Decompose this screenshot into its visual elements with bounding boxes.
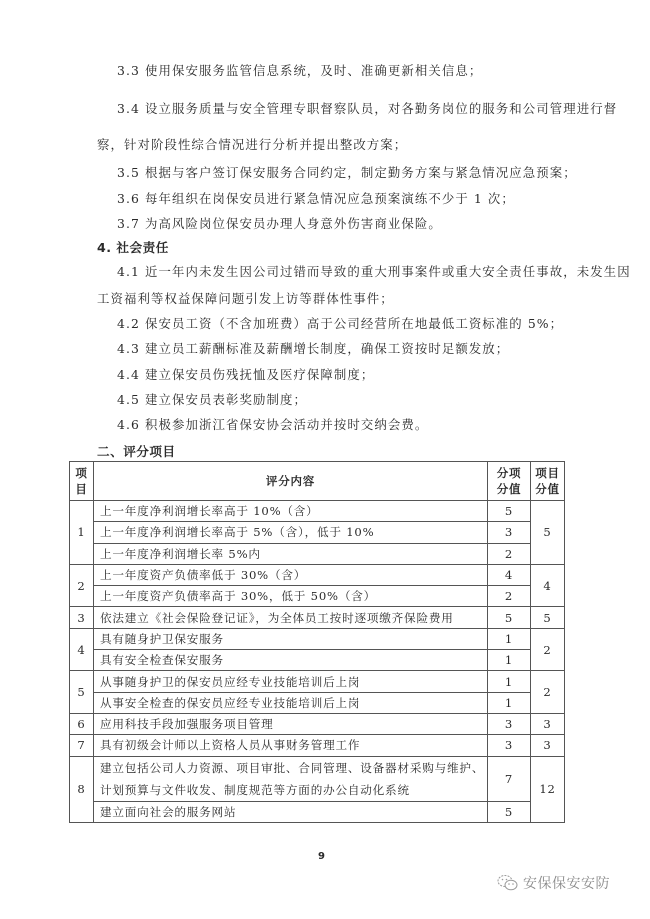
item-content: 上一年度净利润增长率高于 5%（含），低于 10%: [94, 522, 488, 543]
item-content: 上一年度资产负债率高于 30%，低于 50%（含）: [94, 586, 488, 607]
item-score: 3: [531, 713, 565, 734]
sub-score: 4: [488, 564, 531, 585]
table-row: [70, 607, 565, 628]
item-number: 2: [70, 564, 94, 607]
table-row: [70, 543, 565, 564]
paragraph-4-1-cont: 工资福利等权益保障问题引发上访等群体性事件；: [97, 291, 394, 306]
table-row: [70, 713, 565, 734]
paragraph-3-7: 3.7 为高风险岗位保安员办理人身意外伤害商业保险。: [117, 216, 442, 231]
table-row: [70, 650, 565, 671]
item-score: 4: [531, 564, 565, 607]
item-content: 具有安全检查保安服务: [94, 650, 488, 671]
item-score: 2: [531, 671, 565, 714]
item-content: 上一年度净利润增长率高于 10%（含）: [94, 501, 488, 522]
table-row: [70, 586, 565, 607]
item-number: 6: [70, 713, 94, 734]
sub-score: 3: [488, 713, 531, 734]
header-sub-score: 分项 分值: [488, 462, 531, 501]
item-number: 4: [70, 628, 94, 671]
item-content: 建立包括公司人力资源、项目审批、合同管理、设备器材采购与维护、计划预算与文件收发、制度规范等方面的办公自动化系统: [94, 756, 488, 801]
table-row: [70, 756, 565, 801]
section-heading-scoring-items: 二、评分项目: [97, 444, 176, 459]
watermark: [497, 873, 610, 893]
item-content: 从事随身护卫的保安员应经专业技能培训后上岗: [94, 671, 488, 692]
sub-score: 2: [488, 586, 531, 607]
header-item: 项 目: [70, 462, 94, 501]
paragraph-3-4-cont: 察，针对阶段性综合情况进行分析并提出整改方案；: [97, 137, 408, 152]
item-score: 2: [531, 628, 565, 671]
item-content: 上一年度资产负债率低于 30%（含）: [94, 564, 488, 585]
paragraph-3-3: 3.3 使用保安服务监管信息系统，及时、准确更新相关信息；: [117, 63, 483, 78]
item-content: 具有初级会计师以上资格人员从事财务管理工作: [94, 735, 488, 756]
sub-score: 2: [488, 543, 531, 564]
paragraph-3-5: 3.5 根据与客户签订保安服务合同约定，制定勤务方案与紧急情况应急预案；: [117, 165, 577, 180]
header-content: 评分内容: [94, 462, 488, 501]
page-number: 9: [318, 851, 325, 862]
item-content: 依法建立《社会保险登记证》，为全体员工按时逐项缴齐保险费用: [94, 607, 488, 628]
table-row: [70, 628, 565, 649]
scoring-table: [69, 461, 565, 823]
sub-score: 5: [488, 801, 531, 822]
table-row: [70, 801, 565, 822]
table-row: [70, 692, 565, 713]
sub-score: 5: [488, 501, 531, 522]
paragraph-4-6: 4.6 积极参加浙江省保安协会活动并按时交纳会费。: [117, 417, 429, 432]
paragraph-4-1: 4.1 近一年内未发生因公司过错而导致的重大刑事案件或重大安全责任事故，未发生因: [117, 264, 631, 279]
item-number: 5: [70, 671, 94, 714]
sub-score: 1: [488, 628, 531, 649]
item-content: 具有随身护卫保安服务: [94, 628, 488, 649]
paragraph-3-6: 3.6 每年组织在岗保安员进行紧急情况应急预案演练不少于 1 次；: [117, 191, 515, 206]
paragraph-3-4: 3.4 设立服务质量与安全管理专职督察队员，对各勤务岗位的服务和公司管理进行督: [117, 101, 618, 116]
item-number: 8: [70, 756, 94, 822]
sub-score: 1: [488, 671, 531, 692]
wechat-icon: [497, 874, 519, 892]
item-content: 应用科技手段加强服务项目管理: [94, 713, 488, 734]
item-number: 3: [70, 607, 94, 628]
sub-score: 3: [488, 522, 531, 543]
sub-score: 3: [488, 735, 531, 756]
paragraph-4-5: 4.5 建立保安员表彰奖励制度；: [117, 392, 307, 407]
item-number: 1: [70, 501, 94, 565]
section-heading-social-responsibility: 4. 社会责任: [97, 240, 169, 255]
paragraph-4-2: 4.2 保安员工资（不含加班费）高于公司经营所在地最低工资标准的 5%；: [117, 316, 564, 331]
item-score: 5: [531, 607, 565, 628]
item-score: 12: [531, 756, 565, 822]
item-score: 3: [531, 735, 565, 756]
table-row: [70, 671, 565, 692]
header-item-score: 项目 分值: [531, 462, 565, 501]
item-number: 7: [70, 735, 94, 756]
paragraph-4-3: 4.3 建立员工薪酬标准及薪酬增长制度，确保工资按时足额发放；: [117, 341, 510, 356]
table-row: [70, 522, 565, 543]
table-row: [70, 564, 565, 585]
item-content: 建立面向社会的服务网站: [94, 801, 488, 822]
sub-score: 5: [488, 607, 531, 628]
sub-score: 7: [488, 756, 531, 801]
item-content: 上一年度净利润增长率 5%内: [94, 543, 488, 564]
paragraph-4-4: 4.4 建立保安员伤残抚恤及医疗保障制度；: [117, 367, 375, 382]
item-score: 5: [531, 501, 565, 565]
item-content: 从事安全检查的保安员应经专业技能培训后上岗: [94, 692, 488, 713]
table-header-row: [70, 462, 565, 501]
table-row: [70, 501, 565, 522]
table-row: [70, 735, 565, 756]
sub-score: 1: [488, 692, 531, 713]
sub-score: 1: [488, 650, 531, 671]
watermark-text: 安保保安安防: [523, 876, 610, 892]
